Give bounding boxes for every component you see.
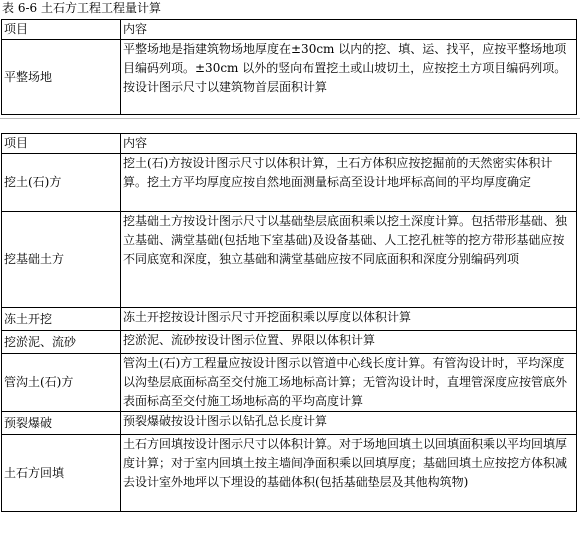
header-content: 内容 — [121, 134, 577, 154]
divider — [0, 118, 580, 119]
header-item: 项目 — [2, 20, 121, 40]
row-item: 挖基础土方 — [2, 212, 121, 308]
table-row — [2, 435, 577, 512]
table-row — [2, 154, 577, 212]
table-row — [2, 331, 577, 354]
earthwork-table — [1, 133, 577, 512]
row-content: 挖淤泥、流砂按设计图示位置、界限以体积计算 — [121, 331, 577, 354]
row-item: 土石方回填 — [2, 435, 121, 512]
row-content: 挖基础土方按设计图示尺寸以基础垫层底面积乘以挖土深度计算。包括带形基础、独立基础、满堂基础(包括地下室基础)及设备基础、人工挖孔桩等的挖方带形基础应按不同底宽和深度，独立基础和满堂基础应按不同底面积和深度分别编码列项 — [121, 212, 577, 308]
row-content: 管沟土(石)方工程量应按设计图示以管道中心线长度计算。有管沟设计时，平均深度以沟垫层底面标高至交付施工场地标高计算；无管沟设计时，直埋管深度应按管底外表面标高至交付施工场地标高的平均高度计算 — [121, 354, 577, 412]
table-row — [2, 354, 577, 412]
table-header-row — [2, 134, 577, 154]
row-content: 平整场地是指建筑物场地厚度在±30cm 以内的挖、填、运、找平，应按平整场地项目编码列项。±30cm 以外的竖向布置挖土或山坡切土，应按挖土方项目编码列项。按设计图示尺寸以建筑物首层面积计算 — [121, 40, 577, 115]
row-item: 管沟土(石)方 — [2, 354, 121, 412]
row-item: 冻土开挖 — [2, 308, 121, 331]
table-row — [2, 412, 577, 435]
table-row — [2, 212, 577, 308]
header-content: 内容 — [121, 20, 577, 40]
row-item: 平整场地 — [2, 40, 121, 115]
table-row — [2, 308, 577, 331]
row-content: 预裂爆破按设计图示以钻孔总长度计算 — [121, 412, 577, 435]
row-item: 预裂爆破 — [2, 412, 121, 435]
row-content: 冻土开挖按设计图示尺寸开挖面积乘以厚度以体积计算 — [121, 308, 577, 331]
table-header-row — [2, 20, 577, 40]
row-item: 挖淤泥、流砂 — [2, 331, 121, 354]
row-content: 土石方回填按设计图示尺寸以体积计算。对于场地回填土以回填面积乘以平均回填厚度计算；对于室内回填土按主墙间净面积乘以回填厚度；基础回填土应按挖方体积减去设计室外地坪以下埋设的基础体积(包括基础垫层及其他构筑物) — [121, 435, 577, 512]
site-leveling-table — [1, 19, 577, 115]
row-item: 挖土(石)方 — [2, 154, 121, 212]
table-row — [2, 40, 577, 115]
header-item: 项目 — [2, 134, 121, 154]
table-caption: 表 6-6 土石方工程工程量计算 — [2, 1, 161, 15]
row-content: 挖土(石)方按设计图示尺寸以体积计算，土石方体积应按挖掘前的天然密实体积计算。挖土方平均厚度应按自然地面测量标高至设计地坪标高间的平均厚度确定 — [121, 154, 577, 212]
